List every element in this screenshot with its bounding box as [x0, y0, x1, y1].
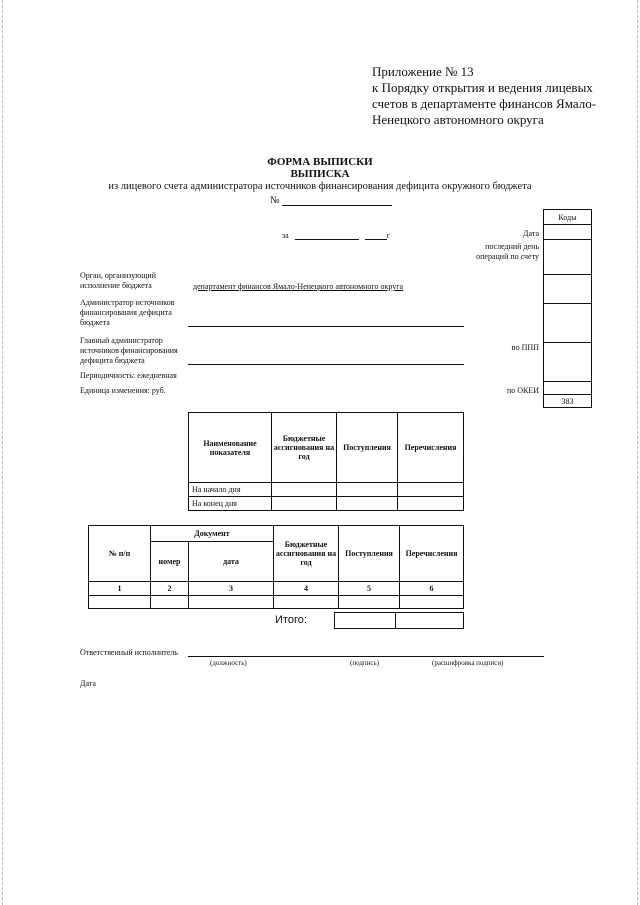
table-cell [151, 596, 189, 609]
ops-header-budget: Бюджетные ассигнования на год [274, 526, 339, 582]
code-okei-cell: 383 [544, 395, 592, 408]
periodicity-label: Периодичность: ежедневная [80, 371, 177, 380]
executor-signature-line [188, 656, 544, 657]
table-cell [398, 497, 464, 511]
codes-header: Коды [544, 210, 592, 225]
chief-label-line: источников финансирования [80, 346, 178, 355]
appendix-line: к Порядку открытия и ведения лицевых [372, 80, 593, 95]
unit-label: Единица изменения: руб. [80, 386, 166, 395]
period-line [282, 230, 390, 240]
ops-header-doc-number: номер [151, 542, 189, 582]
table-cell [398, 483, 464, 497]
number-line [270, 195, 392, 206]
table-cell [274, 596, 339, 609]
column-number: 6 [400, 582, 464, 596]
executor-label: Ответственный исполнитель [80, 648, 178, 657]
ops-header-document: Документ [151, 526, 274, 542]
okei-label: по ОКЕИ [506, 386, 539, 395]
organ-value: департамент финансов Ямало-Ненецкого автономного округа [193, 282, 404, 291]
table-cell [339, 596, 400, 609]
last-day-label: последний день [485, 242, 539, 251]
table-cell [89, 596, 151, 609]
operations-table [88, 525, 464, 609]
table-row [189, 497, 464, 511]
admin-label-line: финансирования дефицита [80, 308, 172, 317]
codes-table [543, 209, 592, 408]
decoding-caption: (расшифровка подписи) [432, 659, 504, 667]
total-table [334, 612, 464, 629]
balance-row-label: На начало дня [189, 483, 272, 497]
year-suffix: г [386, 231, 390, 240]
column-number: 2 [151, 582, 189, 596]
ops-header-doc-date: дата [189, 542, 274, 582]
appendix-line: счетов в департаменте финансов Ямало- [372, 96, 597, 111]
date-footer-label: Дата [80, 679, 96, 688]
signature-caption: (подпись) [350, 659, 380, 667]
code-periodicity-cell [544, 382, 592, 395]
admin-label-line: Администратор источников [80, 298, 175, 307]
code-organ-cell [544, 275, 592, 304]
period-year-field [365, 230, 387, 240]
balance-header-income: Поступления [337, 413, 398, 483]
date-label: Дата [523, 229, 539, 238]
table-cell [337, 497, 398, 511]
admin-label [80, 298, 190, 328]
document-title: ВЫПИСКА [290, 168, 350, 180]
table-cell [400, 596, 464, 609]
table-row [189, 483, 464, 497]
total-label: Итого: [275, 614, 307, 626]
ops-header-transfer: Перечисления [400, 526, 464, 582]
position-caption: (должность) [210, 659, 247, 667]
ops-header-income: Поступления [339, 526, 400, 582]
column-number: 3 [189, 582, 274, 596]
period-date-field [295, 230, 359, 240]
last-day-label-2: операций по счету [476, 252, 539, 261]
balance-header-transfer: Перечисления [398, 413, 464, 483]
appendix-line: Ненецкого автономного округа [372, 112, 544, 127]
number-label: № [270, 195, 280, 206]
table-cell [337, 483, 398, 497]
column-number: 5 [339, 582, 400, 596]
page-edge-left [2, 0, 3, 905]
code-admin-cell [544, 304, 592, 343]
organ-label-line: исполнение бюджета [80, 281, 152, 290]
for-label: за [282, 231, 289, 240]
balance-row-label: На конец дня [189, 497, 272, 511]
appendix-line: Приложение № 13 [372, 64, 474, 79]
code-last-day-cell [544, 240, 592, 275]
ops-header-num: № п/п [89, 526, 151, 582]
chief-admin-field-line [188, 364, 464, 365]
number-field [282, 195, 392, 206]
organ-label [80, 271, 190, 291]
total-income-cell [335, 613, 396, 629]
table-row [89, 582, 464, 596]
total-transfer-cell [396, 613, 464, 629]
appendix-block [372, 64, 596, 128]
admin-label-line: бюджета [80, 318, 110, 327]
column-number: 1 [89, 582, 151, 596]
ppp-label: по ППП [511, 343, 539, 352]
form-title: ФОРМА ВЫПИСКИ [267, 156, 373, 168]
table-cell [272, 483, 337, 497]
code-date-cell [544, 225, 592, 240]
document-subtitle: из лицевого счета администратора источников финансирования дефицита окружного бюджета [108, 181, 532, 192]
chief-label-line: дефицита бюджета [80, 356, 145, 365]
chief-label-line: Главный администратор [80, 336, 163, 345]
table-cell [189, 596, 274, 609]
table-cell [272, 497, 337, 511]
code-ppp-cell [544, 343, 592, 382]
balance-header-budget: Бюджетные ассигнования на год [272, 413, 337, 483]
balance-header-name: Наименование показателя [189, 413, 272, 483]
organ-label-line: Орган, организующий [80, 271, 156, 280]
balance-table [188, 412, 464, 511]
page-edge-right [637, 0, 638, 905]
chief-admin-label [80, 336, 200, 366]
admin-field-line [188, 326, 464, 327]
column-number: 4 [274, 582, 339, 596]
table-row [89, 596, 464, 609]
